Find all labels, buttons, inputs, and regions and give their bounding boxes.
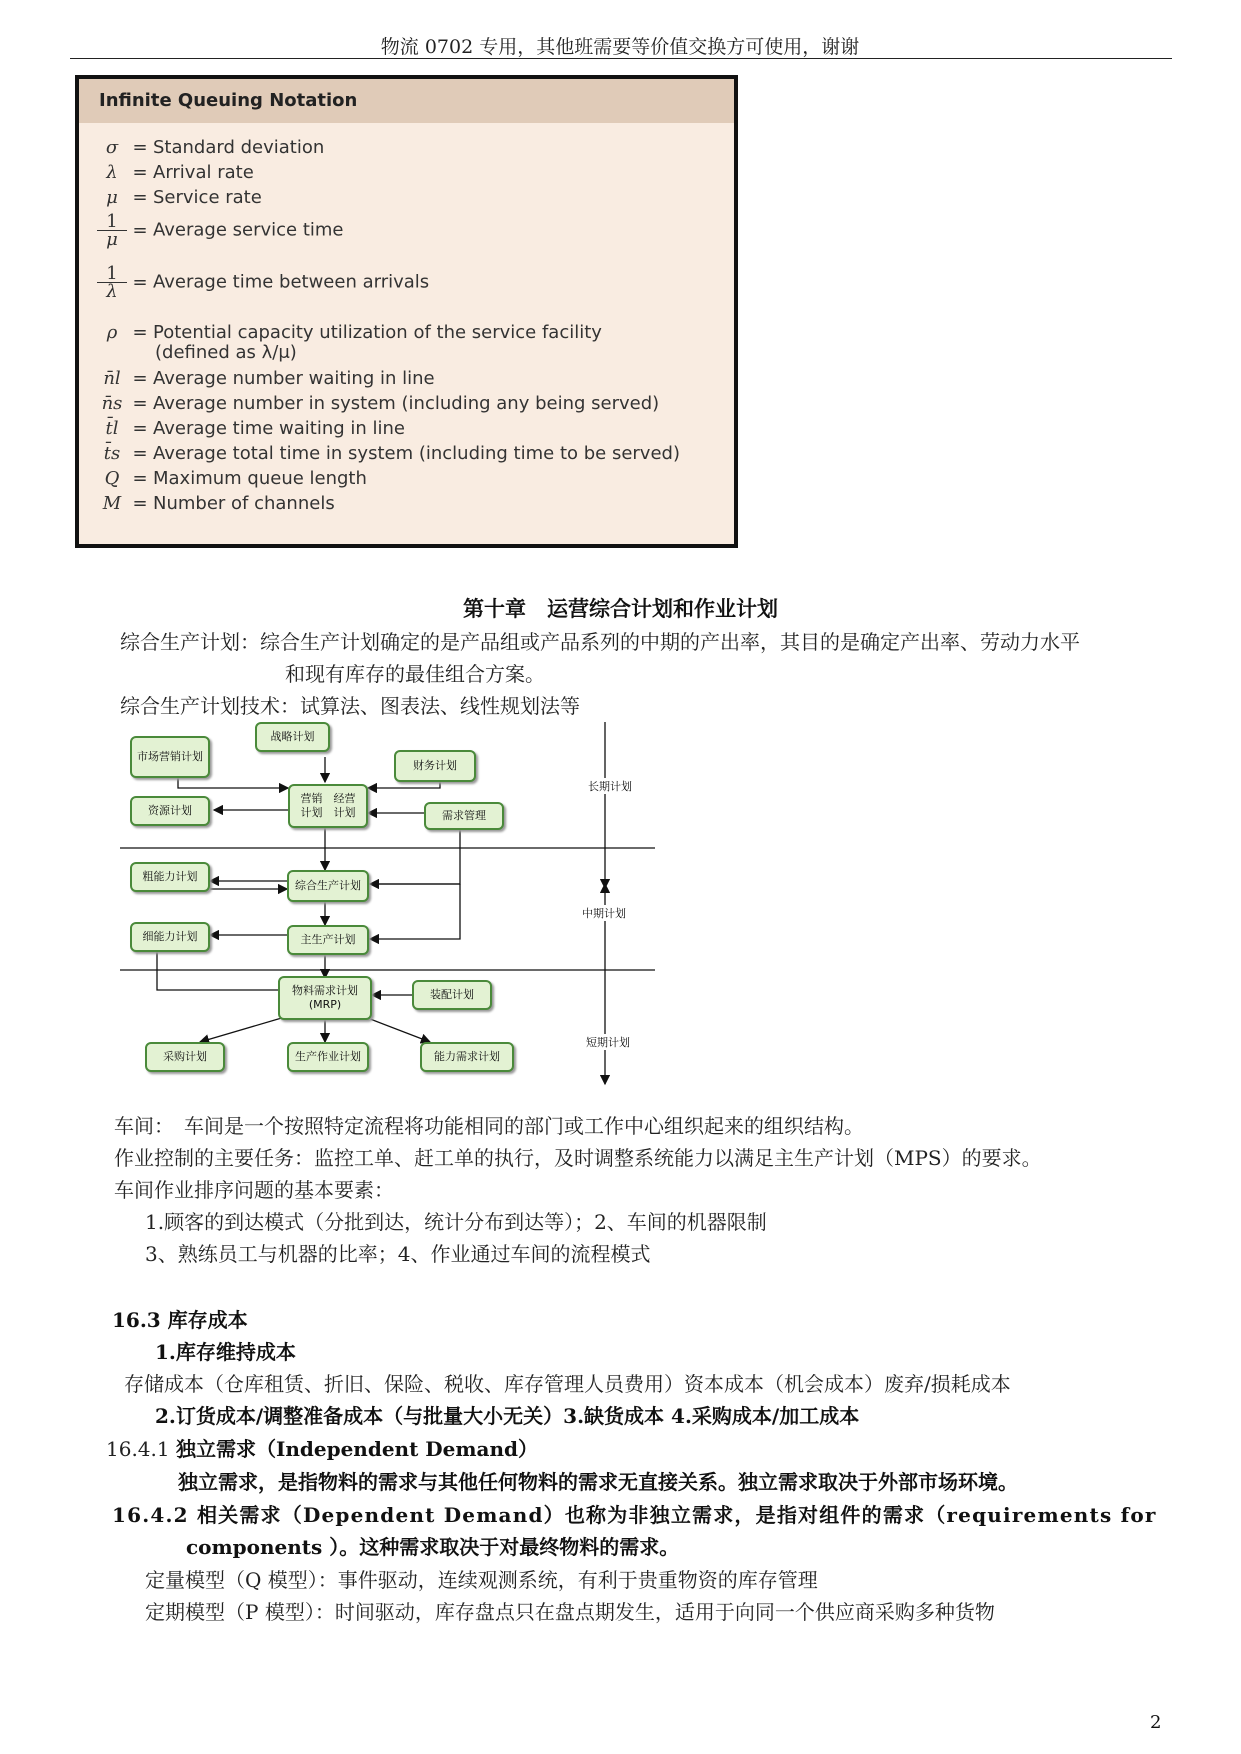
notation-row-q: Q = Maximum queue length	[104, 468, 367, 489]
node-mrp	[278, 976, 372, 1020]
node-capacity-requirements: 能力需求计划	[420, 1042, 514, 1072]
notation-row-ns: n̄s = Average number in system (including any being served)	[101, 393, 660, 414]
other-costs: 2.订货成本/调整准备成本（与批量大小无关）3.缺货成本 4.采购成本/加工成本	[155, 1404, 860, 1428]
notation-row-sigma: σ = Standard deviation	[105, 137, 325, 158]
sales-ops-line1: 营销 经营	[300, 792, 356, 805]
section-16-4-2-cont: components ）。这种需求取决于对最终物料的需求。	[186, 1535, 680, 1559]
aggregate-plan-definition-cont: 和现有库存的最佳组合方案。	[285, 662, 545, 686]
scheduling-elements-title: 车间作业排序问题的基本要素：	[114, 1178, 394, 1202]
page-number: 2	[1150, 1712, 1162, 1733]
label-short-term: 短期计划	[586, 1036, 630, 1049]
node-sales-ops-plan	[288, 784, 368, 828]
queuing-notation-box	[75, 75, 738, 548]
notation-row-ts: t̄s = Average total time in system (including time to be served)	[103, 443, 680, 464]
mrp-line2: (MRP)	[308, 998, 342, 1011]
notation-row-inv-mu: $\frac{1}{\mu}$ = Average service time	[97, 213, 344, 248]
section-16-4-2: 16.4.2 相关需求（Dependent Demand）也称为非独立需求，是指对组件的需求（requirements for	[112, 1503, 1157, 1527]
section-16-4-1-title: 独立需求（Independent Demand）	[175, 1437, 539, 1461]
chapter-title: 第十章 运营综合计划和作业计划	[463, 596, 778, 621]
node-resource-plan: 资源计划	[130, 796, 210, 826]
node-assembly-plan: 装配计划	[412, 980, 492, 1010]
aggregate-plan-techniques: 综合生产计划技术：试算法、图表法、线性规划法等	[120, 694, 580, 718]
node-master-production-schedule: 主生产计划	[287, 925, 369, 955]
label-long-term: 长期计划	[588, 780, 632, 793]
label-mid-term: 中期计划	[582, 907, 626, 920]
q-model: 定量模型（Q 模型）：事件驱动，连续观测系统，有利于贵重物资的库存管理	[145, 1568, 818, 1592]
notation-header	[79, 79, 734, 123]
notation-title: Infinite Queuing Notation	[99, 90, 358, 111]
page-header: 物流 0702 专用，其他班需要等价值交换方可使用，谢谢	[380, 36, 860, 58]
section-16-4-1	[106, 1433, 538, 1462]
holding-cost-title: 1.库存维持成本	[155, 1340, 296, 1364]
section-16-4-1-number: 16.4.1	[106, 1437, 170, 1461]
notation-row-rho: ρ = Potential capacity utilization of the service facility	[106, 322, 602, 343]
notation-row-m: M = Number of channels	[102, 493, 335, 514]
notation-row-nl: n̄l = Average number waiting in line	[103, 368, 435, 389]
node-finance-plan: 财务计划	[394, 750, 476, 782]
node-production-schedule: 生产作业计划	[287, 1042, 369, 1072]
node-aggregate-plan: 综合生产计划	[287, 870, 369, 902]
notation-row-inv-lambda: $\frac{1}{\lambda}$ = Average time between arrivals	[97, 265, 429, 300]
node-purchase-plan: 采购计划	[145, 1042, 225, 1072]
section-16-3: 16.3 库存成本	[112, 1308, 248, 1332]
node-demand-management: 需求管理	[424, 802, 504, 830]
p-model: 定期模型（P 模型）：时间驱动，库存盘点只在盘点期发生，适用于向同一个供应商采购多种货物	[145, 1600, 995, 1624]
node-rough-capacity-plan: 粗能力计划	[130, 862, 210, 892]
notation-row-tl: t̄l = Average time waiting in line	[105, 418, 406, 439]
header-rule	[70, 58, 1172, 59]
independent-demand-desc: 独立需求，是指物料的需求与其他任何物料的需求无直接关系。独立需求取决于外部市场环境。	[178, 1470, 1018, 1494]
operation-control-task: 作业控制的主要任务：监控工单、赶工单的执行，及时调整系统能力以满足主生产计划（MPS）的要求。	[114, 1146, 1042, 1170]
node-marketing-plan: 市场营销计划	[130, 736, 210, 778]
notation-row-mu: μ = Service rate	[106, 187, 262, 208]
notation-row-lambda: λ = Arrival rate	[106, 162, 254, 183]
planning-hierarchy-diagram	[110, 722, 670, 1092]
holding-cost-detail: 存储成本（仓库租赁、折旧、保险、税收、库存管理人员费用）资本成本（机会成本）废弃/损耗成本	[124, 1372, 1011, 1396]
node-strategic-plan: 战略计划	[255, 722, 330, 752]
aggregate-plan-definition: 综合生产计划：综合生产计划确定的是产品组或产品系列的中期的产出率，其目的是确定产出率、劳动力水平	[120, 630, 1080, 654]
notation-row-rho-cont: (defined as λ/μ)	[155, 342, 297, 363]
workshop-definition: 车间： 车间是一个按照特定流程将功能相同的部门或工作中心组织起来的组织结构。	[114, 1114, 864, 1138]
mrp-line1: 物料需求计划	[292, 984, 358, 997]
scheduling-elements-1: 1.顾客的到达模式（分批到达，统计分布到达等）；2、车间的机器限制	[145, 1210, 767, 1234]
node-detail-capacity-plan: 细能力计划	[130, 922, 210, 952]
scheduling-elements-2: 3、熟练员工与机器的比率；4、作业通过车间的流程模式	[145, 1242, 651, 1266]
sales-ops-line2: 计划 计划	[300, 806, 356, 819]
